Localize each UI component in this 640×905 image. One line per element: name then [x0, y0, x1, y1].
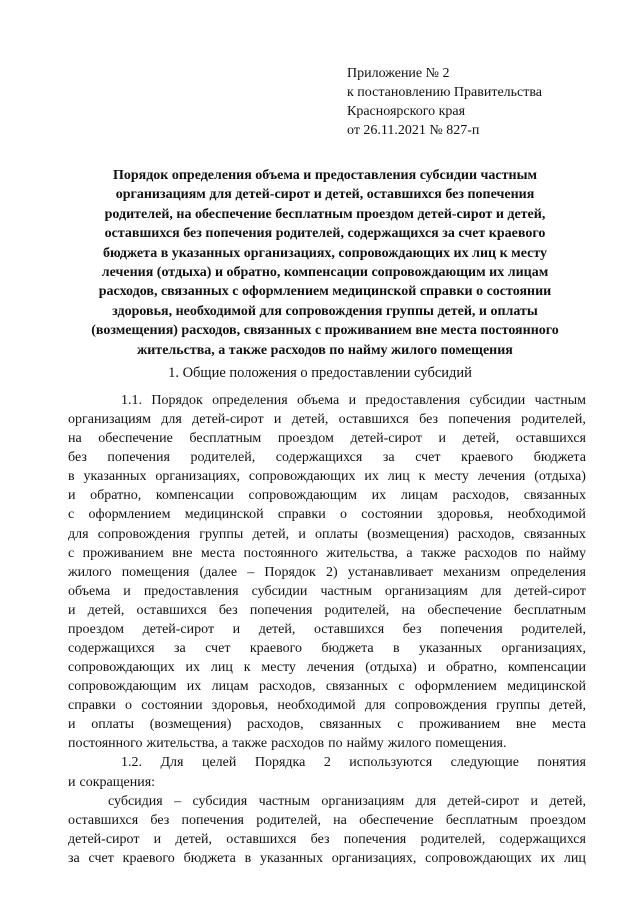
document-title [62, 166, 588, 360]
body-line: с проживанием вне места постоянного жительства, а также расходов по найму [68, 545, 586, 561]
appendix-line: Приложение № 2 [347, 66, 450, 81]
body-line: проездом детей-сирот и детей, оставшихся без попечения родителей, [68, 621, 586, 637]
body-line: субсидия – субсидия частным организациям для детей-сирот и детей, [108, 793, 586, 809]
body-line: за счет краевого бюджета в указанных организациях, сопровождающих их лиц [68, 850, 586, 866]
title-line: бюджета в указанных организациях, сопровождающих их лиц к месту [102, 245, 548, 261]
appendix-line: от 26.11.2021 № 827-п [347, 123, 480, 138]
title-line: родителей, на обеспечение бесплатным проездом детей-сирот и детей, [104, 206, 546, 222]
body-line: постоянного жительства, а также расходов по найму жилого помещения. [68, 736, 507, 752]
body-line: жилого помещения (далее – Порядок 2) устанавливает механизм определения [68, 564, 586, 580]
body-line: сопровождающим их лицам расходов, связанных с оформлением медицинской [68, 679, 586, 695]
body-line: и обратно, компенсации сопровождающим их лицам расходов, связанных [68, 488, 586, 504]
body-line: с оформлением медицинской справки о состоянии здоровья, необходимой [68, 507, 586, 523]
body-line: содержащихся за счет краевого бюджета в указанных организациях, [68, 641, 586, 657]
body-line: на обеспечение бесплатным проездом детей-сирот и детей, оставшихся [68, 431, 586, 447]
title-line: Порядок определения объема и предоставления субсидии частным [112, 168, 538, 183]
body-line: и детей, оставшихся без попечения родителей, на обеспечение бесплатным [68, 602, 586, 618]
body-line: справки о состоянии здоровья, необходимой для сопровождения группы детей, [68, 698, 586, 714]
body-line: детей-сирот и детей, оставшихся без попечения родителей, содержащихся [68, 831, 586, 847]
document-body [68, 391, 586, 868]
title-line: здоровья, необходимой для сопровождения группы детей, и оплаты [112, 303, 538, 319]
body-line: сопровождающих их лиц к месту лечения (отдыха) и обратно, компенсации [68, 660, 586, 676]
title-line: оставшихся без попечения родителей, содержащихся за счет краевого [104, 226, 546, 242]
appendix-block [347, 64, 542, 140]
title-line: (возмещения) расходов, связанных с проживанием вне места постоянного [91, 323, 559, 339]
body-line: и сокращения: [68, 774, 156, 790]
body-line: без попечения родителей, содержащихся за счет краевого бюджета [68, 450, 586, 466]
appendix-line: Красноярского края [347, 104, 466, 119]
title-line: организациям для детей-сирот и детей, оставшихся без попечения [115, 187, 535, 203]
body-line: организациям для детей-сирот и детей, оставшихся без попечения родителей, [68, 412, 586, 428]
body-line: 1.1. Порядок определения объема и предоставления субсидии частным [121, 393, 586, 408]
body-line: и оплаты (возмещения) расходов, связанных с проживанием вне места [68, 717, 586, 733]
body-line: оставшихся без попечения родителей, на обеспечение бесплатным проездом [68, 812, 586, 828]
body-line: объема и предоставления субсидии частным организациям для детей-сирот [68, 583, 586, 599]
appendix-line: к постановлению Правительства [347, 85, 543, 100]
title-line: расходов, связанных с оформлением медицинской справки о состоянии [98, 284, 552, 300]
section-heading: 1. Общие положения о предоставлении субсидий [168, 365, 472, 381]
title-line: жительства, а также расходов по найму жилого помещения [137, 342, 513, 358]
body-line: для сопровождения группы детей, и оплаты (возмещения) расходов, связанных [68, 526, 586, 542]
body-line: в указанных организациях, сопровождающих их лиц к месту лечения (отдыха) [68, 469, 586, 485]
title-line: лечения (отдыха) и обратно, компенсации сопровождающим их лицам [101, 265, 549, 281]
body-line: 1.2. Для целей Порядка 2 используются следующие понятия [121, 755, 586, 771]
